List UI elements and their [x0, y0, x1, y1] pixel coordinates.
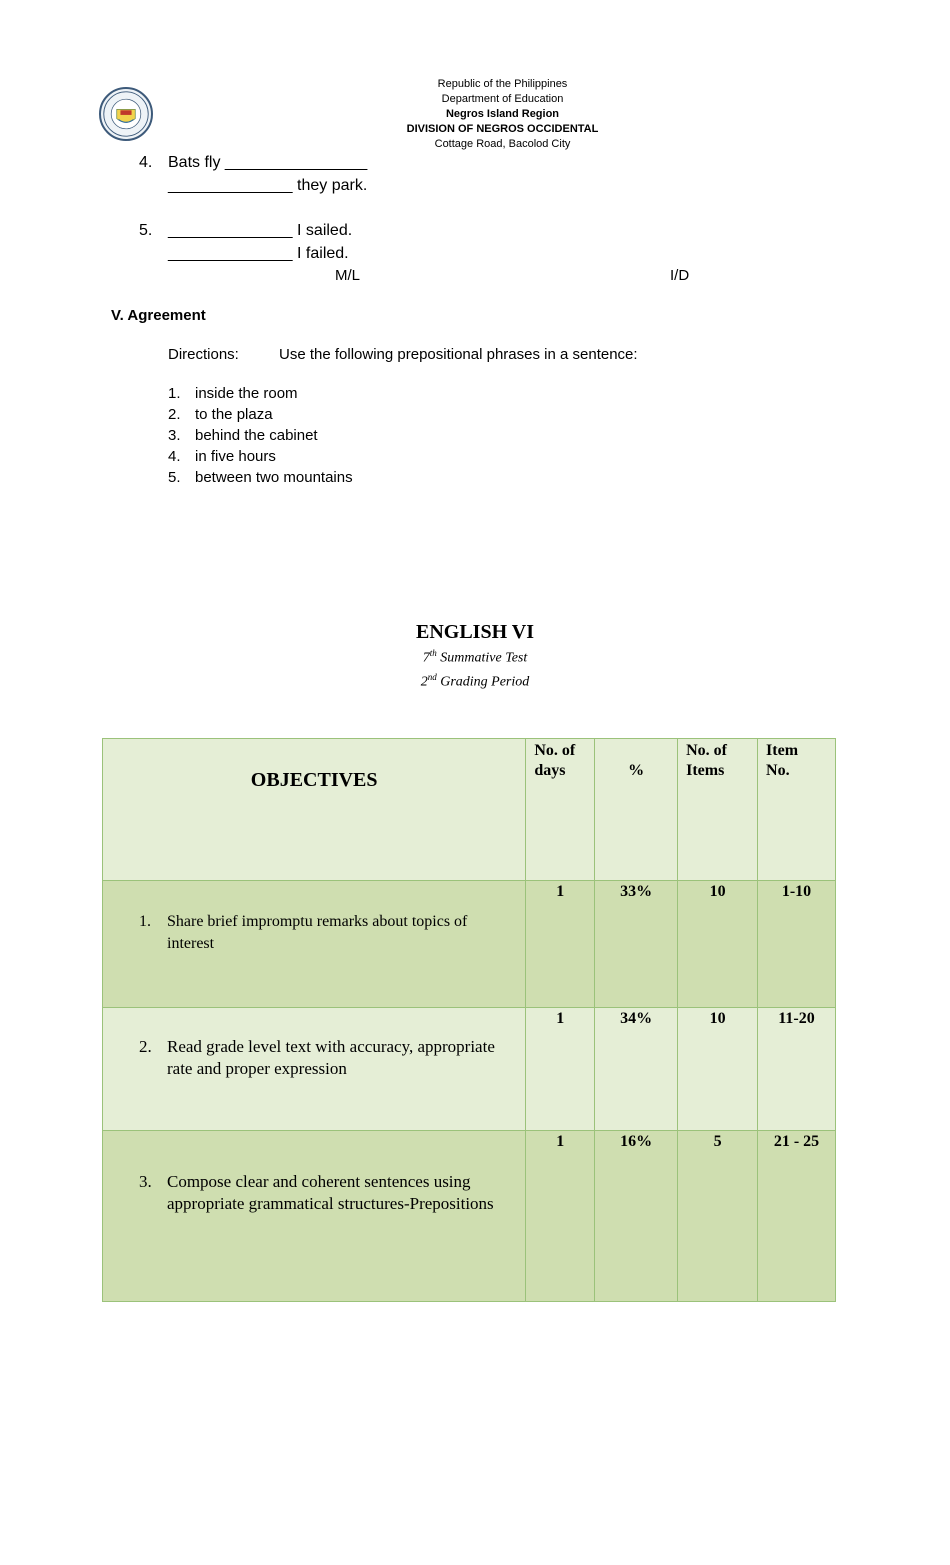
label-id: I/D — [670, 267, 690, 284]
phrase-5-text: between two mountains — [195, 469, 353, 486]
items-cell: 10 — [678, 881, 758, 1008]
objective-text: Read grade level text with accuracy, appropriate rate and proper expression — [167, 1037, 495, 1078]
objective-text: Share brief impromptu remarks about topics of interest — [167, 913, 468, 952]
item-4-line-a: Bats fly ________________ — [168, 154, 368, 171]
header-item-no: Item No. — [758, 739, 836, 881]
test-title-block — [300, 620, 650, 691]
header-objectives: OBJECTIVES — [103, 739, 526, 881]
division-seal-icon — [101, 89, 151, 139]
phrase-5-number: 5. — [168, 469, 181, 486]
header-no-of-items: No. of Items — [678, 739, 758, 881]
objective-cell — [103, 1131, 526, 1302]
agreement-title: V. Agreement — [111, 307, 206, 324]
header-division: DIVISION OF NEGROS OCCIDENTAL — [406, 123, 599, 135]
objective-number: 2. — [139, 1037, 152, 1056]
letterhead — [300, 77, 705, 152]
test-title: ENGLISH VI — [415, 621, 534, 643]
objectives-table — [102, 738, 836, 1302]
objective-cell — [103, 1008, 526, 1131]
objective-cell — [103, 881, 526, 1008]
phrase-2-number: 2. — [168, 406, 181, 423]
item-4-line-b: ______________ they park. — [168, 177, 368, 194]
directions-text: Use the following prepositional phrases in a sentence: — [279, 346, 638, 363]
header-percent: % — [595, 739, 678, 881]
item-5-line-b: ______________ I failed. — [168, 245, 349, 262]
header-no-of-days: No. of days — [526, 739, 595, 881]
phrase-3-text: behind the cabinet — [195, 427, 318, 444]
days-cell: 1 — [526, 1131, 595, 1302]
header-region: Negros Island Region — [445, 108, 560, 120]
items-cell: 10 — [678, 1008, 758, 1131]
table-row — [103, 1008, 836, 1131]
objective-number: 1. — [139, 913, 151, 930]
objective-number: 3. — [139, 1172, 152, 1191]
phrase-3-number: 3. — [168, 427, 181, 444]
header-address: Cottage Road, Bacolod City — [434, 138, 571, 150]
item-no-cell: 11-20 — [758, 1008, 836, 1131]
item-4-number: 4. — [139, 154, 153, 171]
item-no-cell: 21 - 25 — [758, 1131, 836, 1302]
days-cell: 1 — [526, 1008, 595, 1131]
item-5-line-a: ______________ I sailed. — [168, 222, 353, 239]
phrase-4-text: in five hours — [195, 448, 276, 465]
division-seal — [99, 87, 153, 141]
phrase-4-number: 4. — [168, 448, 181, 465]
test-subtitle-grading: 2nd Grading Period — [420, 671, 530, 690]
table-row — [103, 1131, 836, 1302]
items-cell: 5 — [678, 1131, 758, 1302]
directions-label: Directions: — [168, 346, 239, 363]
header-department: Department of Education — [441, 93, 564, 105]
header-republic: Republic of the Philippines — [437, 78, 568, 90]
percent-cell: 16% — [595, 1131, 678, 1302]
phrase-1-text: inside the room — [195, 385, 298, 402]
percent-cell: 34% — [595, 1008, 678, 1131]
item-5-number: 5. — [139, 222, 153, 239]
test-subtitle-summative: 7th Summative Test — [422, 648, 528, 666]
table-row — [103, 881, 836, 1008]
objective-text: Compose clear and coherent sentences using appropriate grammatical structures-Prepositions — [167, 1172, 494, 1213]
percent-cell: 33% — [595, 881, 678, 1008]
phrase-1-number: 1. — [168, 385, 181, 402]
label-ml: M/L — [335, 267, 361, 284]
table-header-row — [103, 739, 836, 881]
phrase-2-text: to the plaza — [195, 406, 273, 423]
days-cell: 1 — [526, 881, 595, 1008]
item-no-cell: 1-10 — [758, 881, 836, 1008]
